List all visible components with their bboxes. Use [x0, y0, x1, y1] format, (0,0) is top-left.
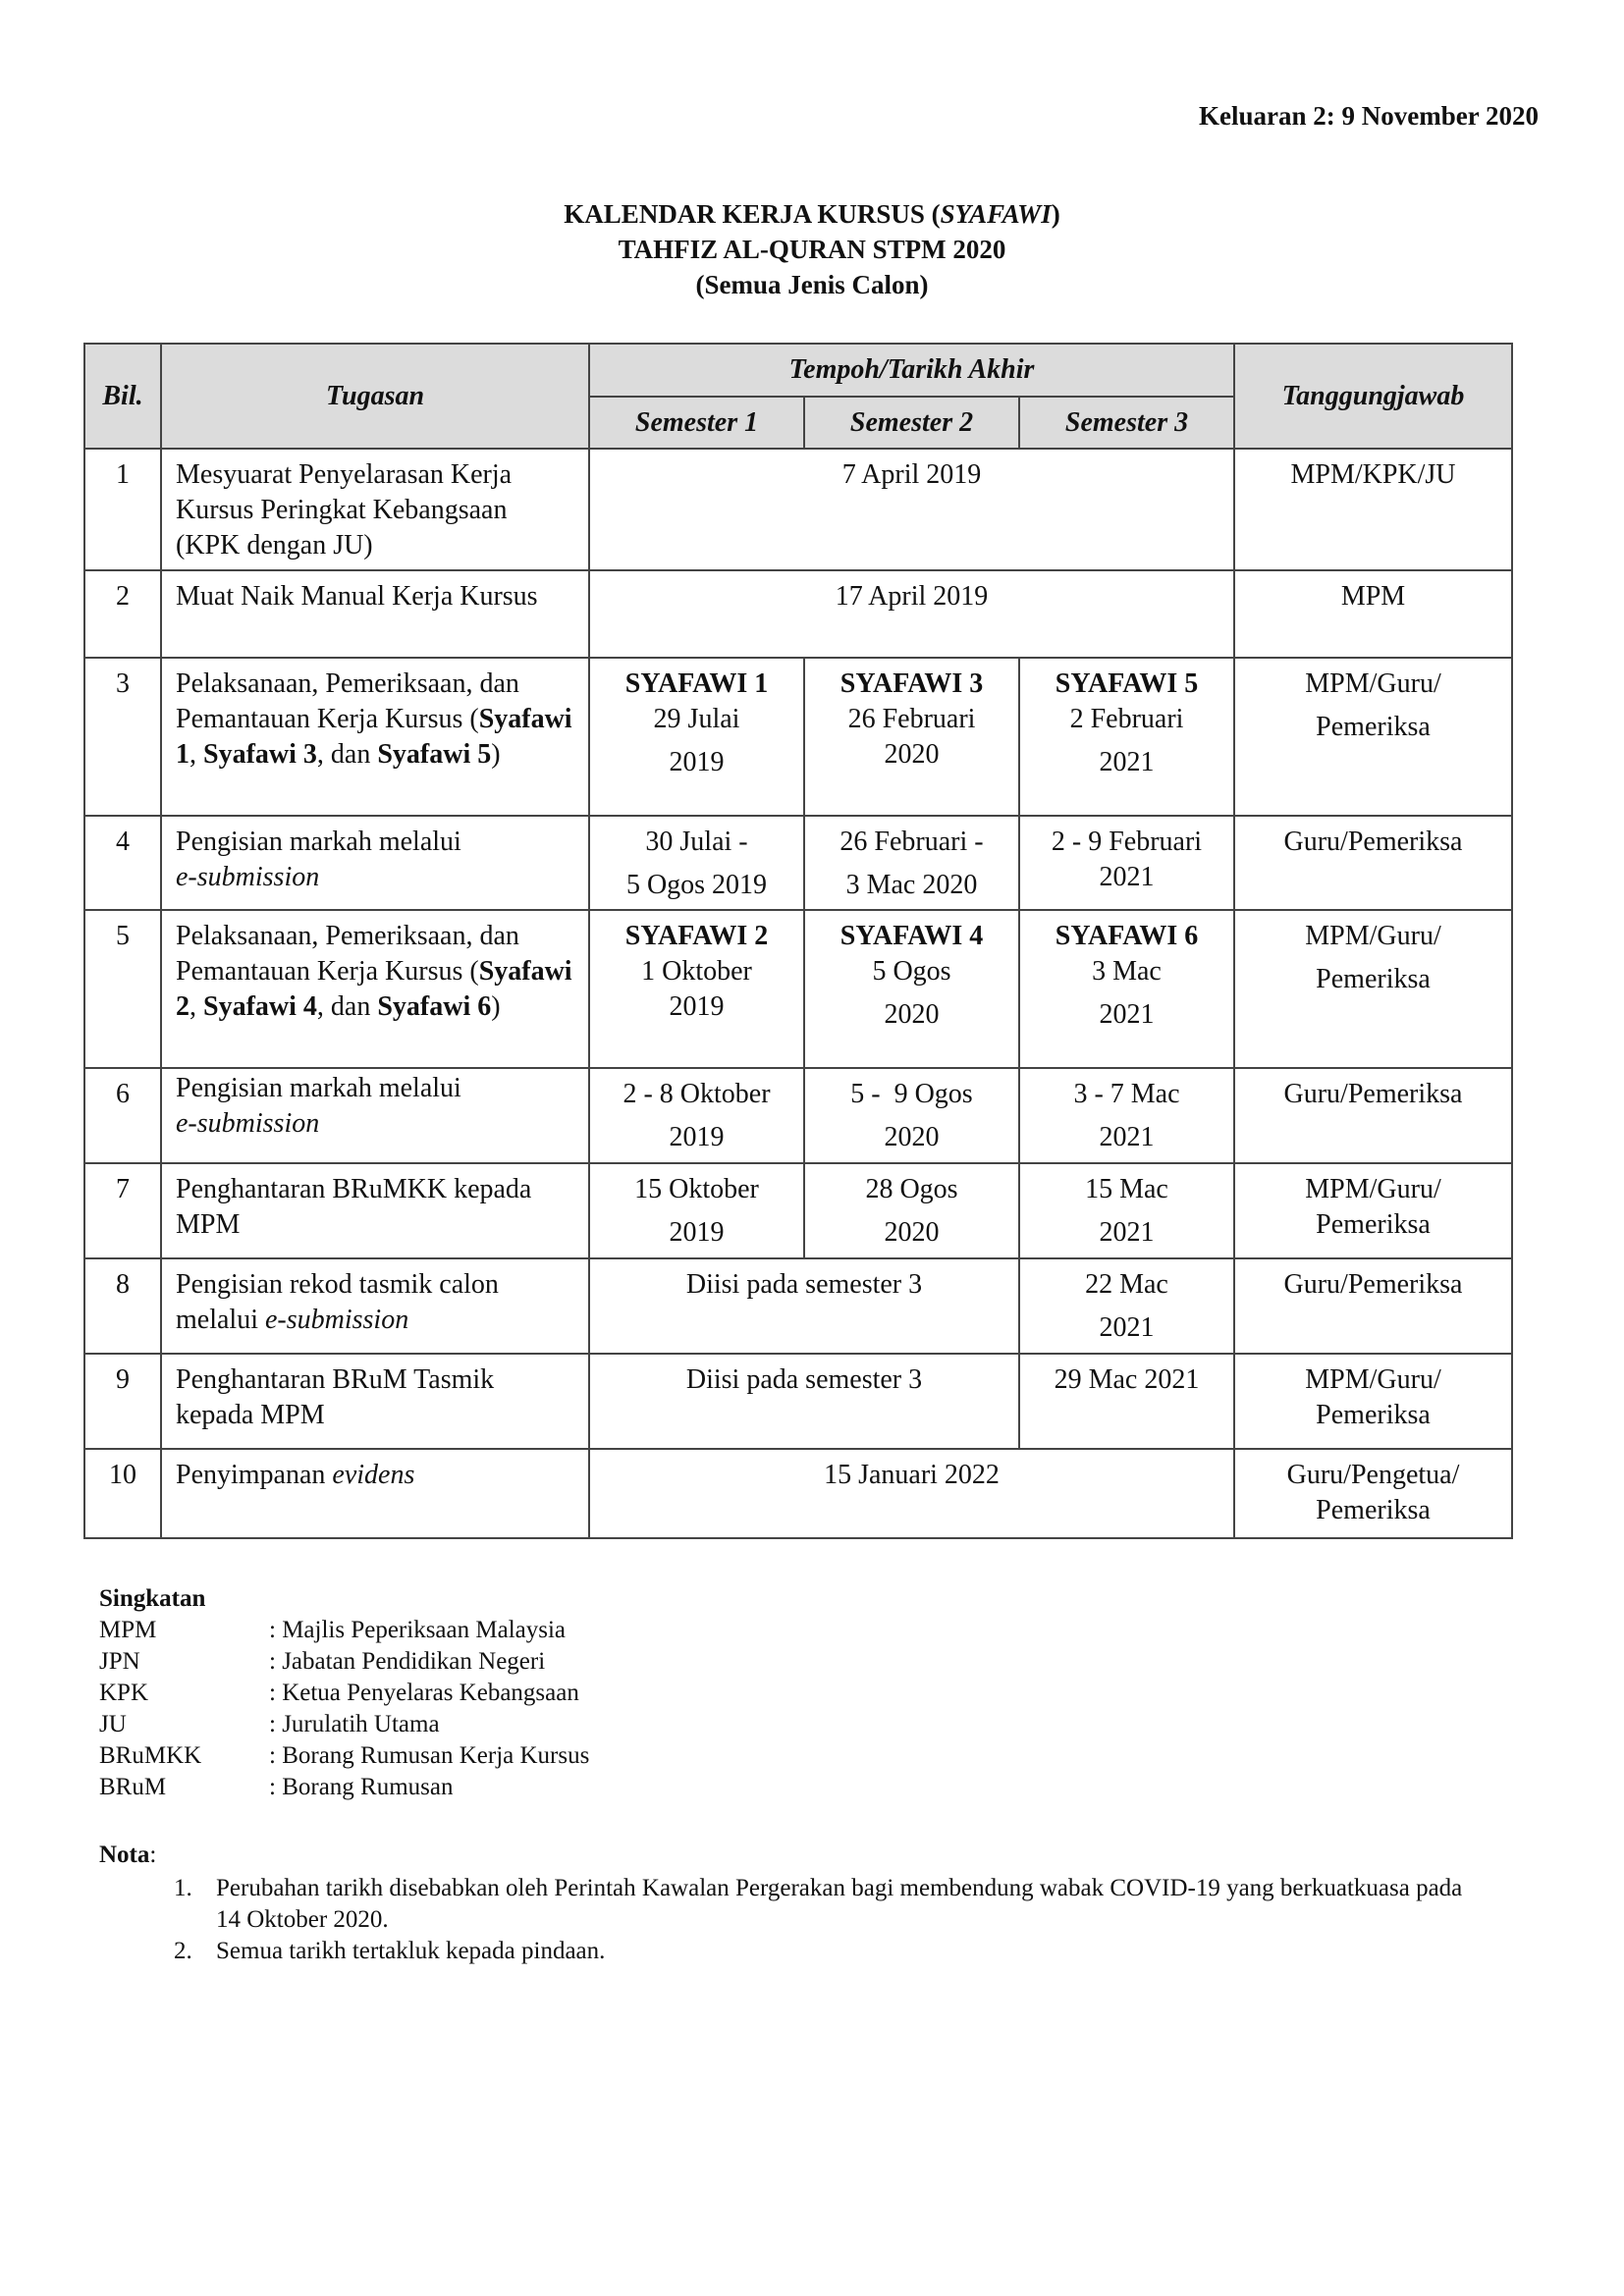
row-number: 7 — [84, 1163, 161, 1258]
title-line-2: TAHFIZ AL-QURAN STPM 2020 — [618, 235, 1006, 264]
row-semester-1-2: Diisi pada semester 3 — [589, 1258, 1019, 1354]
abbreviation-key: MPM — [99, 1617, 157, 1643]
header-semester-1: Semester 1 — [589, 397, 804, 449]
document-title — [0, 196, 1624, 302]
row-responsibility: Guru/Pemeriksa — [1234, 1258, 1512, 1354]
table-row — [84, 658, 1512, 816]
table-row — [84, 1449, 1512, 1538]
row-number: 2 — [84, 570, 161, 658]
row-responsibility: MPM/Guru/ Pemeriksa — [1234, 658, 1512, 816]
row-semester-2: SYAFAWI 4 5 Ogos 2020 — [804, 910, 1019, 1068]
notes-list — [99, 1873, 1474, 1967]
notes-section — [99, 1840, 1474, 1967]
title-line-1: KALENDAR KERJA KURSUS (SYAFAWI) — [564, 199, 1060, 229]
table-row — [84, 449, 1512, 570]
row-semester-3: 29 Mac 2021 — [1019, 1354, 1234, 1449]
row-responsibility: MPM/KPK/JU — [1234, 449, 1512, 570]
row-semester-2: SYAFAWI 3 26 Februari 2020 — [804, 658, 1019, 816]
abbreviation-item — [99, 1646, 589, 1678]
row-task: Pengisian rekod tasmik calon melalui e-submission — [161, 1258, 589, 1354]
row-task: Pelaksanaan, Pemeriksaan, dan Pemantauan Kerja Kursus (Syafawi 1, Syafawi 3, dan Syafawi 5) — [161, 658, 589, 816]
row-task: Penghantaran BRuMKK kepada MPM — [161, 1163, 589, 1258]
table-row — [84, 1068, 1512, 1163]
row-number: 9 — [84, 1354, 161, 1449]
row-date-all: 7 April 2019 — [589, 449, 1234, 570]
abbreviation-item — [99, 1678, 589, 1709]
notes-heading: Nota: — [99, 1842, 157, 1868]
row-semester-3: SYAFAWI 6 3 Mac 2021 — [1019, 910, 1234, 1068]
header-bil: Bil. — [84, 344, 161, 449]
abbreviation-key: BRuMKK — [99, 1742, 202, 1769]
abbreviation-item — [99, 1740, 589, 1772]
row-semester-1: 15 Oktober 2019 — [589, 1163, 804, 1258]
abbreviation-value: : Borang Rumusan Kerja Kursus — [269, 1742, 590, 1769]
row-responsibility: Guru/Pemeriksa — [1234, 1068, 1512, 1163]
row-task: Pelaksanaan, Pemeriksaan, dan Pemantauan Kerja Kursus (Syafawi 2, Syafawi 4, dan Syafawi 6) — [161, 910, 589, 1068]
abbreviations-heading: Singkatan — [99, 1585, 206, 1612]
header-tempoh: Tempoh/Tarikh Akhir — [589, 344, 1234, 397]
table-row — [84, 1258, 1512, 1354]
row-task: Pengisian markah melalui e-submission — [161, 1068, 589, 1163]
header-tanggungjawab: Tanggungjawab — [1234, 344, 1512, 449]
row-number: 4 — [84, 816, 161, 910]
row-semester-2: 28 Ogos 2020 — [804, 1163, 1019, 1258]
row-task: Penyimpanan evidens — [161, 1449, 589, 1538]
title-line-3: (Semua Jenis Calon) — [695, 270, 929, 299]
row-semester-3: 2 - 9 Februari 2021 — [1019, 816, 1234, 910]
row-responsibility: MPM/Guru/ Pemeriksa — [1234, 910, 1512, 1068]
row-task: Muat Naik Manual Kerja Kursus — [161, 570, 589, 658]
abbreviation-value: : Majlis Peperiksaan Malaysia — [269, 1617, 567, 1643]
row-semester-2: 5 - 9 Ogos 2020 — [804, 1068, 1019, 1163]
row-responsibility: MPM — [1234, 570, 1512, 658]
abbreviation-value: : Jabatan Pendidikan Negeri — [269, 1648, 546, 1675]
row-task: Mesyuarat Penyelarasan Kerja Kursus Peringkat Kebangsaan (KPK dengan JU) — [161, 449, 589, 570]
note-item: 1. Perubahan tarikh disebabkan oleh Perintah Kawalan Pergerakan bagi membendung wabak COVID-19 yang berkuatkuasa pada 14 Oktober 2020. — [198, 1873, 1474, 1936]
release-date: Keluaran 2: 9 November 2020 — [1199, 101, 1539, 131]
row-semester-3: 3 - 7 Mac 2021 — [1019, 1068, 1234, 1163]
row-semester-1: 2 - 8 Oktober 2019 — [589, 1068, 804, 1163]
abbreviation-item — [99, 1772, 589, 1803]
row-semester-1-2: Diisi pada semester 3 — [589, 1354, 1019, 1449]
row-number: 1 — [84, 449, 161, 570]
abbreviations-section — [99, 1583, 589, 1803]
row-task: Pengisian markah melalui e-submission — [161, 816, 589, 910]
table-row — [84, 816, 1512, 910]
header-semester-2: Semester 2 — [804, 397, 1019, 449]
row-responsibility: Guru/Pemeriksa — [1234, 816, 1512, 910]
abbreviation-item — [99, 1709, 589, 1740]
abbreviation-value: : Jurulatih Utama — [269, 1711, 440, 1737]
row-responsibility: MPM/Guru/ Pemeriksa — [1234, 1163, 1512, 1258]
abbreviation-key: KPK — [99, 1680, 149, 1706]
row-semester-1: 30 Julai - 5 Ogos 2019 — [589, 816, 804, 910]
table-row — [84, 910, 1512, 1068]
row-responsibility: Guru/Pengetua/ Pemeriksa — [1234, 1449, 1512, 1538]
abbreviation-item — [99, 1615, 589, 1646]
row-date-all: 15 Januari 2022 — [589, 1449, 1234, 1538]
row-semester-2: 26 Februari - 3 Mac 2020 — [804, 816, 1019, 910]
row-semester-3: 15 Mac 2021 — [1019, 1163, 1234, 1258]
row-task: Penghantaran BRuM Tasmik kepada MPM — [161, 1354, 589, 1449]
row-number: 10 — [84, 1449, 161, 1538]
row-number: 6 — [84, 1068, 161, 1163]
row-number: 3 — [84, 658, 161, 816]
table-row — [84, 570, 1512, 658]
abbreviation-key: BRuM — [99, 1774, 167, 1800]
note-item: 2. Semua tarikh tertakluk kepada pindaan. — [198, 1936, 1474, 1967]
row-semester-3: SYAFAWI 5 2 Februari 2021 — [1019, 658, 1234, 816]
abbreviation-key: JPN — [99, 1648, 140, 1675]
row-number: 8 — [84, 1258, 161, 1354]
calendar-table — [83, 343, 1513, 1539]
table-row — [84, 1163, 1512, 1258]
table-row — [84, 1354, 1512, 1449]
row-responsibility: MPM/Guru/ Pemeriksa — [1234, 1354, 1512, 1449]
row-semester-3: 22 Mac 2021 — [1019, 1258, 1234, 1354]
header-tugasan: Tugasan — [161, 344, 589, 449]
row-number: 5 — [84, 910, 161, 1068]
row-date-all: 17 April 2019 — [589, 570, 1234, 658]
row-semester-1: SYAFAWI 2 1 Oktober 2019 — [589, 910, 804, 1068]
header-semester-3: Semester 3 — [1019, 397, 1234, 449]
row-semester-1: SYAFAWI 1 29 Julai 2019 — [589, 658, 804, 816]
abbreviation-value: : Ketua Penyelaras Kebangsaan — [269, 1680, 579, 1706]
abbreviation-value: : Borang Rumusan — [269, 1774, 454, 1800]
abbreviation-key: JU — [99, 1711, 127, 1737]
